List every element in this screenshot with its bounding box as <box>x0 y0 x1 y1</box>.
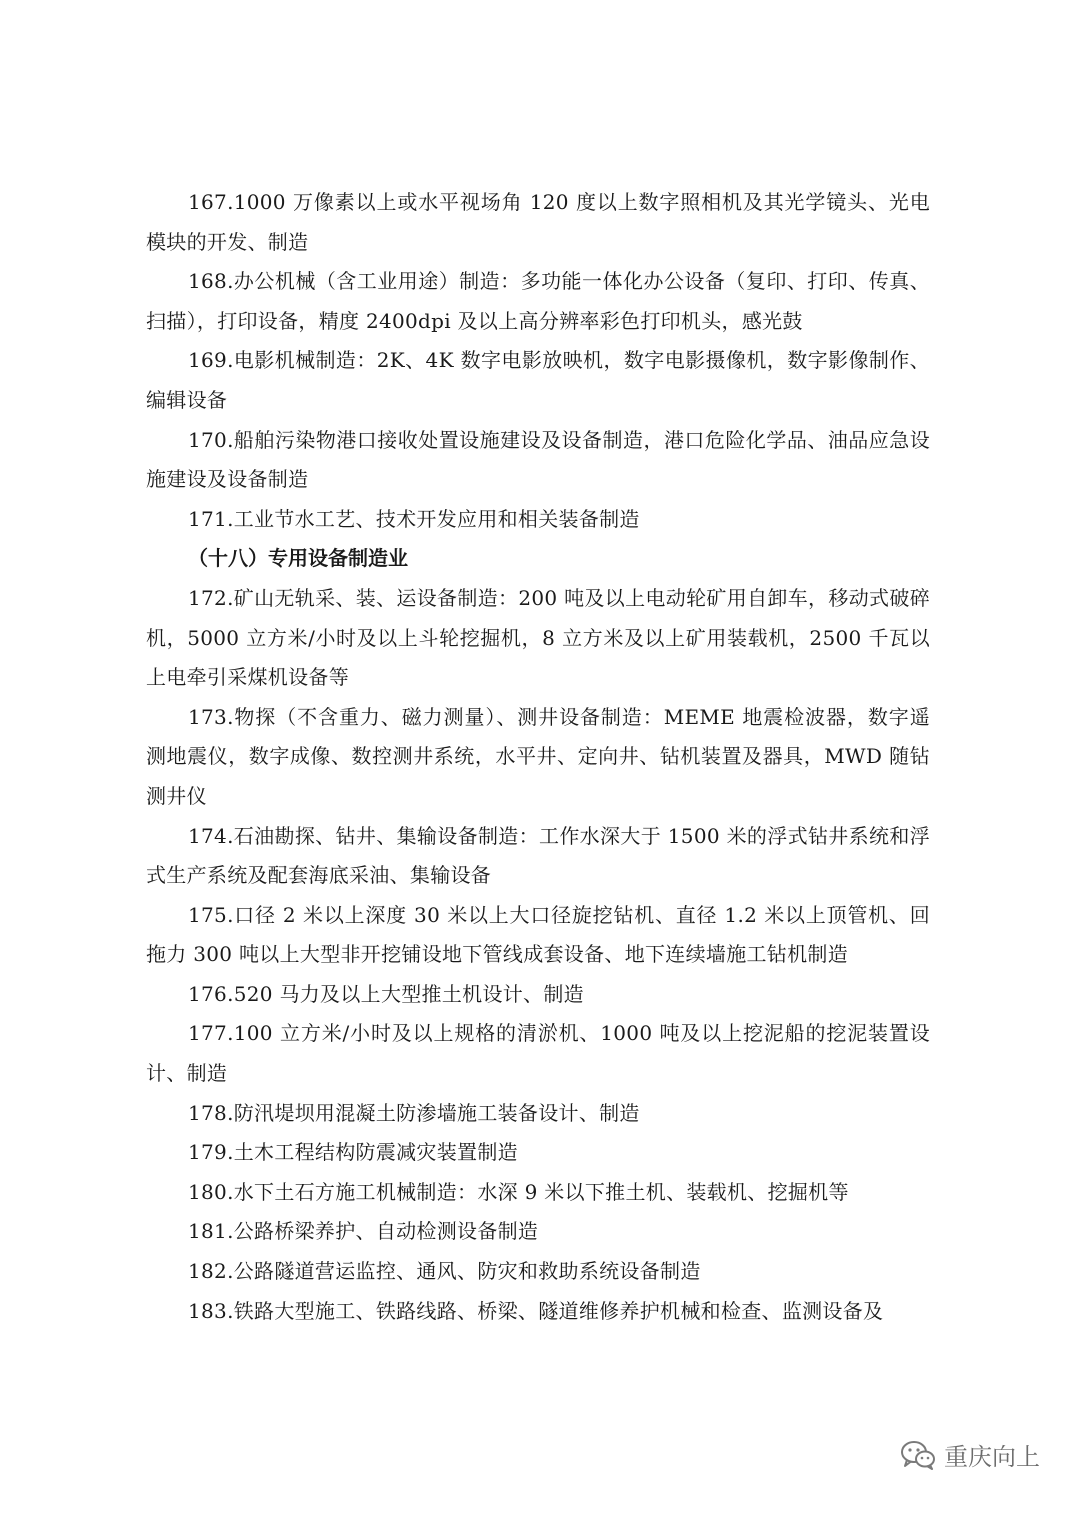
list-item: 172.矿山无轨采、装、运设备制造：200 吨及以上电动轮矿用自卸车，移动式破碎机，5000 立方米/小时及以上斗轮挖掘机，8 立方米及以上矿用装载机，2500 千瓦以上电牵引采煤机设备等 <box>146 585 930 690</box>
list-item: 168.办公机械（含工业用途）制造：多功能一体化办公设备（复印、打印、传真、扫描），打印设备，精度 2400dpi 及以上高分辨率彩色打印机头，感光鼓 <box>146 269 930 333</box>
list-item: 175.口径 2 米以上深度 30 米以上大口径旋挖钻机、直径 1.2 米以上顶管机、回拖力 300 吨以上大型非开挖铺设地下管线成套设备、地下连续墙施工钻机制造 <box>146 902 930 967</box>
list-item: 182.公路隧道营运监控、通风、防灾和救助系统设备制造 <box>188 1259 701 1284</box>
list-item: 171.工业节水工艺、技术开发应用和相关装备制造 <box>188 506 640 531</box>
list-item: 169.电影机械制造：2K、4K 数字电影放映机，数字电影摄像机，数字影像制作、编辑设备 <box>146 348 930 412</box>
list-item: 174.石油勘探、钻井、集输设备制造：工作水深大于 1500 米的浮式钻井系统和浮式生产系统及配套海底采油、集输设备 <box>146 823 930 888</box>
list-item: 177.100 立方米/小时及以上规格的清淤机、1000 吨及以上挖泥船的挖泥装置设计、制造 <box>146 1021 930 1086</box>
watermark <box>900 1437 1040 1472</box>
list-item: 167.1000 万像素以上或水平视场角 120 度以上数字照相机及其光学镜头、光电模块的开发、制造 <box>146 190 930 254</box>
list-item: 183.铁路大型施工、铁路线路、桥梁、隧道维修养护机械和检查、监测设备及 <box>188 1298 884 1323</box>
list-item: 173.物探（不含重力、磁力测量）、测井设备制造：MEME 地震检波器，数字遥测地震仪，数字成像、数控测井系统，水平井、定向井、钻机装置及器具，MWD 随钻测井仪 <box>146 704 930 808</box>
list-item: 178.防汛堤坝用混凝土防渗墙施工装备设计、制造 <box>188 1100 640 1125</box>
wechat-icon <box>900 1440 936 1470</box>
list-item: 176.520 马力及以上大型推土机设计、制造 <box>188 981 584 1006</box>
document-body <box>146 183 930 1331</box>
list-item: 179.土木工程结构防震减灾装置制造 <box>188 1140 518 1165</box>
watermark-text: 重庆向上 <box>944 1443 1040 1471</box>
section-heading: （十八）专用设备制造业 <box>188 546 408 571</box>
list-item: 170.船舶污染物港口接收处置设施建设及设备制造，港口危险化学品、油品应急设施建设及设备制造 <box>146 427 930 492</box>
list-item: 181.公路桥梁养护、自动检测设备制造 <box>188 1219 539 1244</box>
list-item: 180.水下土石方施工机械制造：水深 9 米以下推土机、装载机、挖掘机等 <box>188 1179 849 1204</box>
